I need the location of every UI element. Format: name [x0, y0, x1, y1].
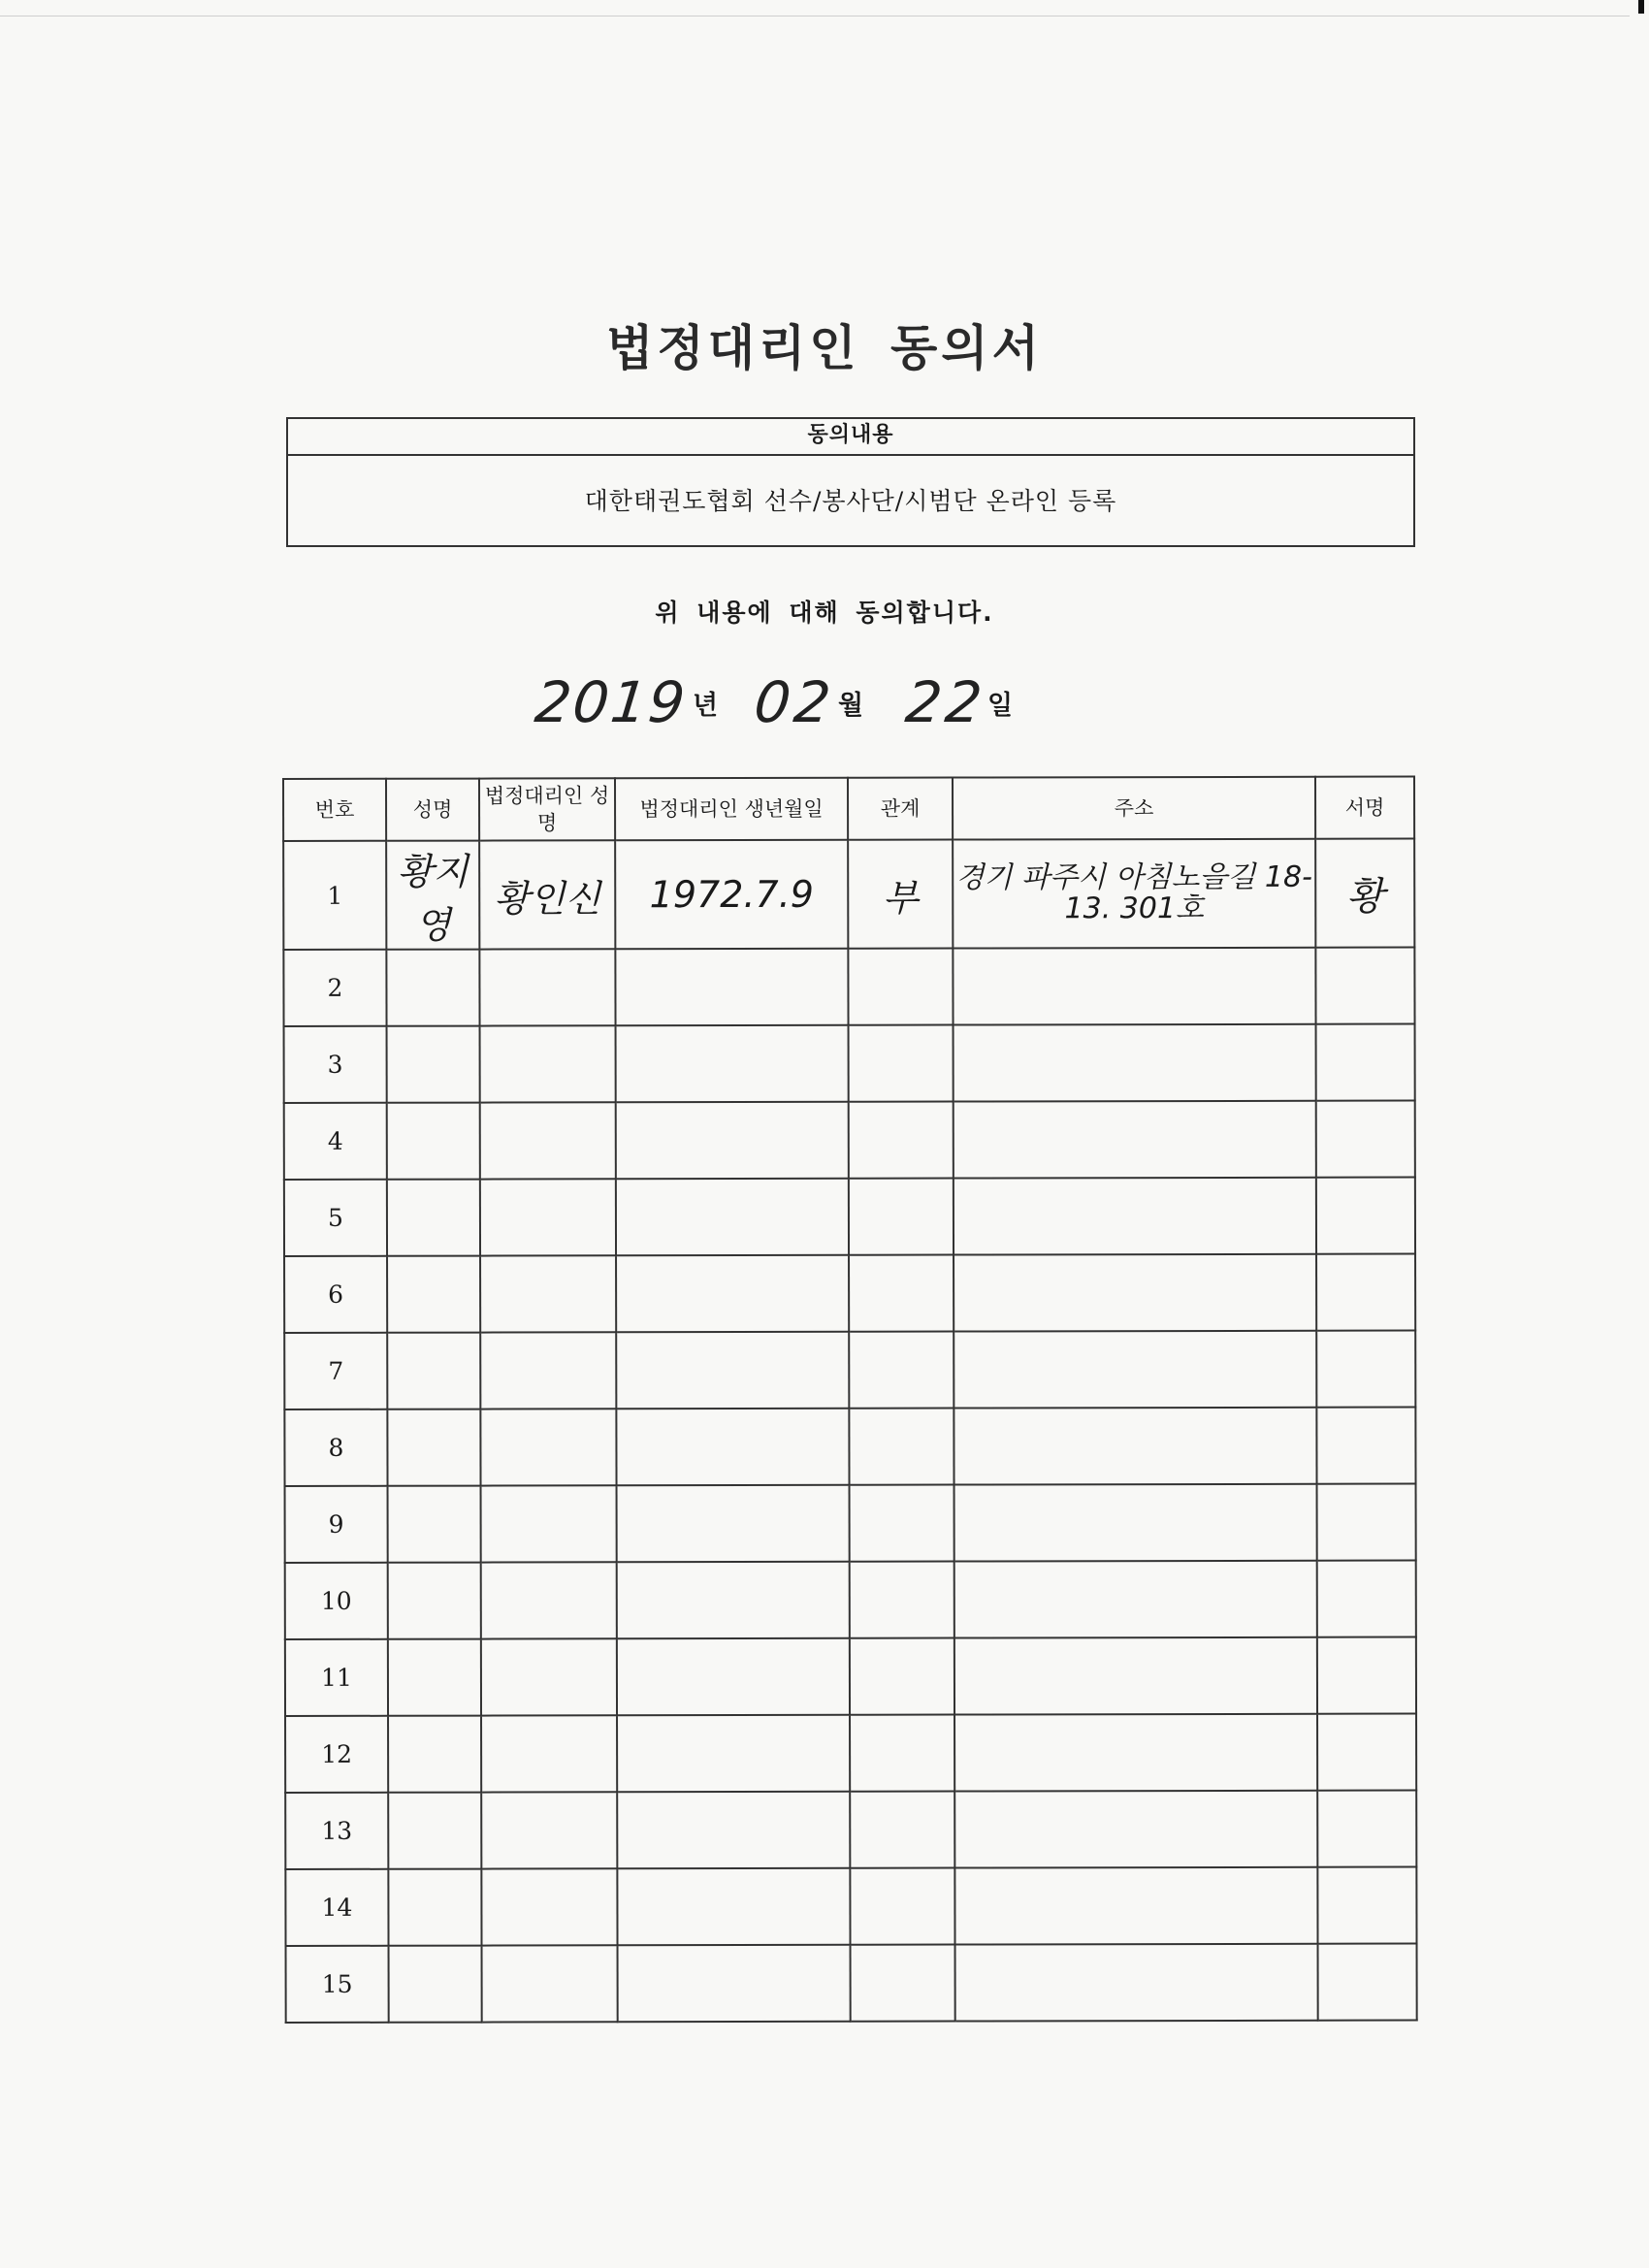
cell-guardian-birth [618, 1945, 851, 2023]
table-row [284, 1178, 1415, 1256]
cell-signature [1317, 1484, 1416, 1561]
cell-address [954, 1024, 1316, 1102]
cell-signature [1315, 948, 1414, 1024]
cell-address [954, 1714, 1317, 1792]
agreement-statement: 위 내용에 대해 동의합니다. [655, 599, 994, 627]
cell-signature [1316, 1101, 1415, 1178]
cell-number: 7 [284, 1333, 387, 1409]
cell-address [954, 1178, 1316, 1255]
table-row [284, 1254, 1415, 1333]
date-month-unit: 월 [838, 691, 864, 721]
table-row [284, 1024, 1415, 1103]
cell-guardian-birth [617, 1638, 850, 1716]
header-signature: 서명 [1315, 777, 1414, 839]
cell-guardian-birth [615, 949, 848, 1026]
table-row [285, 1791, 1416, 1869]
cell-number: 14 [285, 1869, 388, 1946]
table-row [286, 1944, 1417, 2023]
cell-name [388, 1716, 481, 1793]
cell-relation [850, 1715, 954, 1792]
header-name: 성명 [386, 779, 479, 841]
cell-relation [849, 1102, 954, 1179]
cell-number: 9 [285, 1486, 388, 1563]
cell-name [387, 1333, 480, 1409]
cell-address [955, 1944, 1318, 2022]
cell-address [954, 1101, 1316, 1179]
cell-guardian-name: 황인신 [479, 840, 615, 949]
cell-guardian-name [481, 1562, 617, 1638]
cell-signature [1317, 1637, 1416, 1714]
cell-number: 6 [284, 1256, 387, 1333]
table-row [285, 1867, 1416, 1946]
registration-table [282, 776, 1418, 2024]
cell-guardian-birth [617, 1485, 850, 1563]
cell-guardian-name [481, 1792, 617, 1868]
cell-relation [850, 1485, 954, 1562]
cell-name [387, 1409, 480, 1486]
cell-name: 황지영 [386, 841, 479, 950]
cell-name [388, 1486, 481, 1563]
header-address: 주소 [953, 777, 1315, 840]
cell-relation [849, 1332, 954, 1409]
cell-guardian-birth [617, 1868, 850, 1946]
cell-address [954, 1867, 1317, 1945]
cell-number: 5 [284, 1180, 387, 1256]
cell-guardian-name [480, 1409, 616, 1485]
cell-address: 경기 파주시 아침노을길 18-13. 301호 [953, 839, 1315, 949]
cell-address [954, 1561, 1317, 1638]
table-row [284, 1101, 1415, 1180]
cell-signature [1316, 1254, 1415, 1331]
cell-signature [1317, 1561, 1416, 1637]
document-title: 법정대리인 동의서 [606, 318, 1043, 376]
cell-number: 3 [284, 1026, 387, 1103]
cell-guardian-name [480, 1255, 616, 1332]
cell-guardian-name [480, 1025, 616, 1102]
cell-guardian-birth [617, 1715, 850, 1793]
cell-address [954, 1331, 1316, 1409]
cell-relation [849, 1025, 954, 1102]
cell-guardian-birth [616, 1179, 849, 1256]
cell-guardian-name [481, 1485, 617, 1562]
cell-name [389, 1946, 482, 2023]
cell-number: 12 [285, 1716, 388, 1793]
header-guardian-name: 법정대리인 성명 [479, 778, 615, 840]
table-row [284, 1331, 1415, 1409]
cell-relation [851, 1945, 955, 2022]
cell-guardian-birth: 1972.7.9 [615, 840, 848, 950]
cell-number: 8 [284, 1409, 387, 1486]
consent-content: 대한태권도협회 선수/봉사단/시범단 온라인 등록 [584, 487, 1117, 515]
cell-guardian-birth [616, 1409, 849, 1486]
consent-header: 동의내용 [288, 419, 1413, 456]
cell-number: 2 [283, 950, 386, 1026]
cell-guardian-name [479, 949, 615, 1025]
cell-name [388, 1639, 481, 1716]
cell-name [387, 1026, 480, 1103]
table-row [283, 948, 1414, 1026]
cell-signature [1316, 1331, 1415, 1408]
cell-number: 10 [285, 1563, 388, 1639]
cell-signature [1316, 1408, 1415, 1484]
date-year-unit: 년 [693, 691, 719, 721]
cell-relation [850, 1868, 954, 1945]
header-guardian-birth: 법정대리인 생년월일 [615, 778, 848, 841]
cell-name [387, 1180, 480, 1256]
scan-corner-mark [1638, 0, 1644, 14]
cell-guardian-name [480, 1332, 616, 1409]
cell-address [954, 1484, 1317, 1562]
cell-address [954, 1637, 1317, 1715]
cell-name [387, 1103, 480, 1180]
table-row [283, 839, 1414, 950]
cell-relation [850, 1562, 954, 1638]
cell-name [388, 1793, 481, 1869]
cell-guardian-birth [616, 1025, 849, 1103]
table-header-row [283, 777, 1414, 841]
date-month-handwritten: 02 [751, 669, 838, 735]
cell-guardian-birth [616, 1102, 849, 1180]
cell-signature [1317, 1791, 1416, 1867]
cell-number: 4 [284, 1103, 387, 1180]
cell-signature: 황 [1315, 839, 1414, 948]
cell-relation [850, 1792, 954, 1868]
table-body [283, 839, 1417, 2023]
cell-relation [849, 1255, 954, 1332]
table-row [285, 1637, 1416, 1716]
cell-guardian-name [481, 1715, 617, 1792]
cell-name [388, 1563, 481, 1639]
header-number: 번호 [283, 779, 386, 841]
cell-relation [850, 1638, 954, 1715]
cell-guardian-name [480, 1102, 616, 1179]
table-row [285, 1714, 1416, 1793]
cell-relation [848, 949, 953, 1025]
cell-guardian-name [482, 1945, 618, 2022]
table-row [285, 1561, 1416, 1639]
table-row [285, 1484, 1416, 1563]
date-day-unit: 일 [987, 691, 1014, 721]
date-year-handwritten: 2019 [532, 669, 691, 735]
cell-guardian-birth [617, 1792, 850, 1869]
cell-address [954, 1791, 1317, 1868]
cell-signature [1317, 1867, 1416, 1944]
table-row [284, 1408, 1415, 1486]
cell-address [954, 1254, 1316, 1332]
cell-name [386, 950, 479, 1026]
cell-signature [1316, 1178, 1415, 1254]
cell-guardian-birth [616, 1332, 849, 1409]
cell-name [388, 1869, 481, 1946]
cell-number: 13 [285, 1793, 388, 1869]
header-relation: 관계 [848, 778, 953, 840]
cell-name [387, 1256, 480, 1333]
cell-guardian-birth [616, 1255, 849, 1333]
cell-signature [1316, 1024, 1415, 1101]
cell-relation [849, 1409, 954, 1485]
cell-guardian-birth [617, 1562, 850, 1639]
consent-section [286, 417, 1415, 547]
cell-relation [849, 1179, 954, 1255]
cell-signature [1317, 1714, 1416, 1791]
cell-guardian-name [481, 1638, 617, 1715]
cell-signature [1318, 1944, 1417, 2021]
cell-guardian-name [481, 1868, 617, 1945]
cell-number: 11 [285, 1639, 388, 1716]
cell-guardian-name [480, 1179, 616, 1255]
date-day-handwritten: 22 [902, 669, 989, 735]
cell-address [954, 1408, 1316, 1485]
cell-relation: 부 [848, 840, 953, 949]
cell-address [953, 948, 1315, 1025]
cell-number: 15 [286, 1946, 389, 2023]
cell-number: 1 [283, 841, 386, 950]
